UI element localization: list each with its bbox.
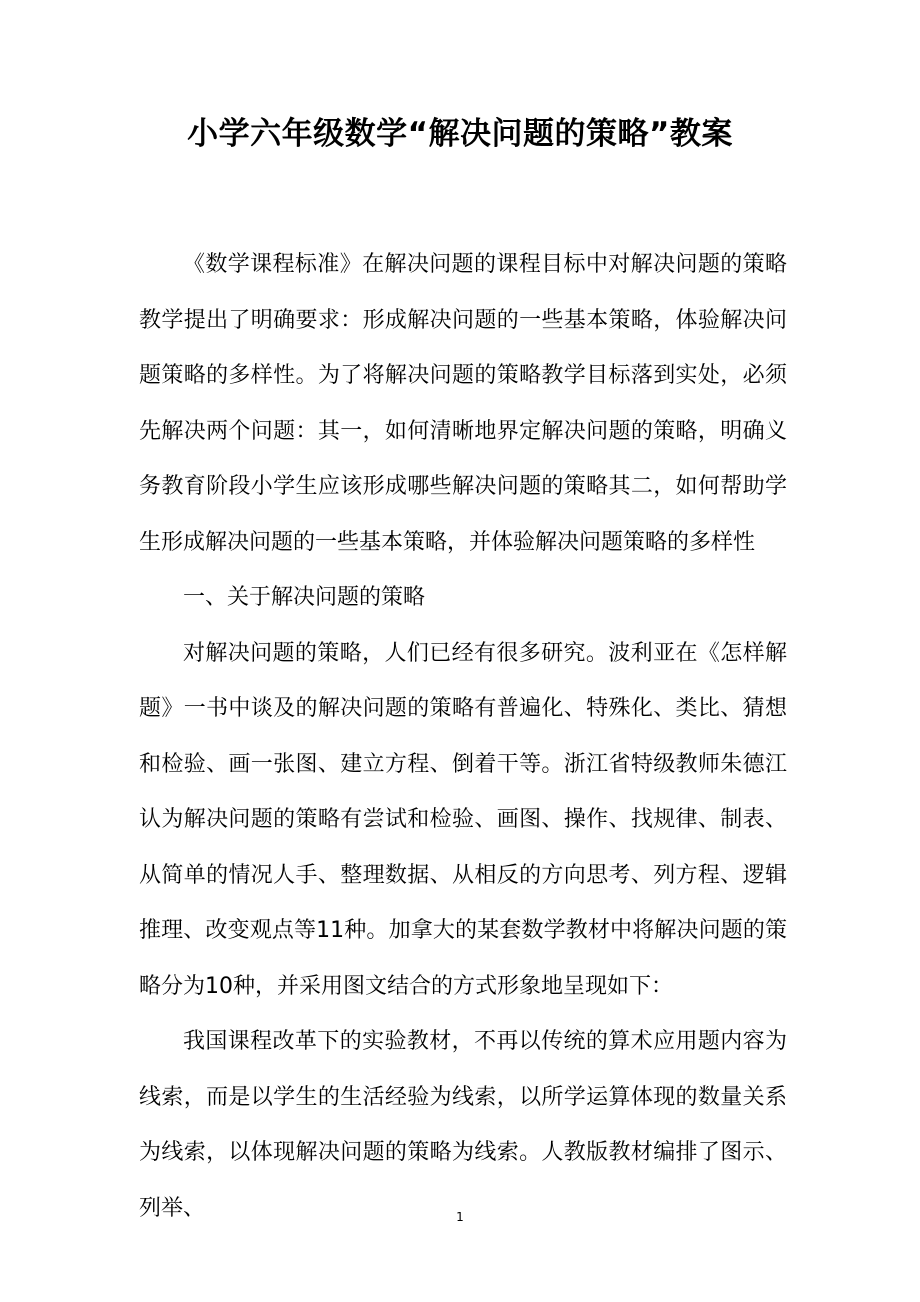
document-title: 小学六年级数学“解决问题的策略”教案 xyxy=(187,116,733,152)
section-heading: 一、关于解决问题的策略 xyxy=(183,585,426,610)
page-number: 1 xyxy=(456,1210,464,1224)
paragraph-strategies: 对解决问题的策略，人们已经有很多研究。波利亚在《怎样解题》一书中谈及的解决问题的策略有普遍化、特殊化、类比、猜想和检验、画一张图、建立方程、倒着干等。浙江省特级教师朱德江认为解决问题的策略有尝试和检验、画图、操作、找规律、制表、从简单的情况人手、整理数据、从相反的方向思考、列方程、逻辑推理、改变观点等11种。加拿大的某套数学教材中将解决问题的策略分为10种，并采用图文结合的方式形象地呈现如下： xyxy=(139,640,787,999)
paragraph-intro: 《数学课程标准》在解决问题的课程目标中对解决问题的策略教学提出了明确要求：形成解决问题的一些基本策略，体验解决问题策略的多样性。为了将解决问题的策略教学目标落到实处，必须先解决两个问题：其一，如何清晰地界定解决问题的策略，明确义务教育阶段小学生应该形成哪些解决问题的策略其二，如何帮助学生形成解决问题的一些基本策略，并体验解决问题策略的多样性 xyxy=(139,252,787,555)
document-body xyxy=(139,237,787,1236)
paragraph-curriculum: 我国课程改革下的实验教材，不再以传统的算术应用题内容为线索，而是以学生的生活经验为线索，以所学运算体现的数量关系为线索，以体现解决问题的策略为线索。人教版教材编排了图示、列举、 xyxy=(139,1029,787,1221)
